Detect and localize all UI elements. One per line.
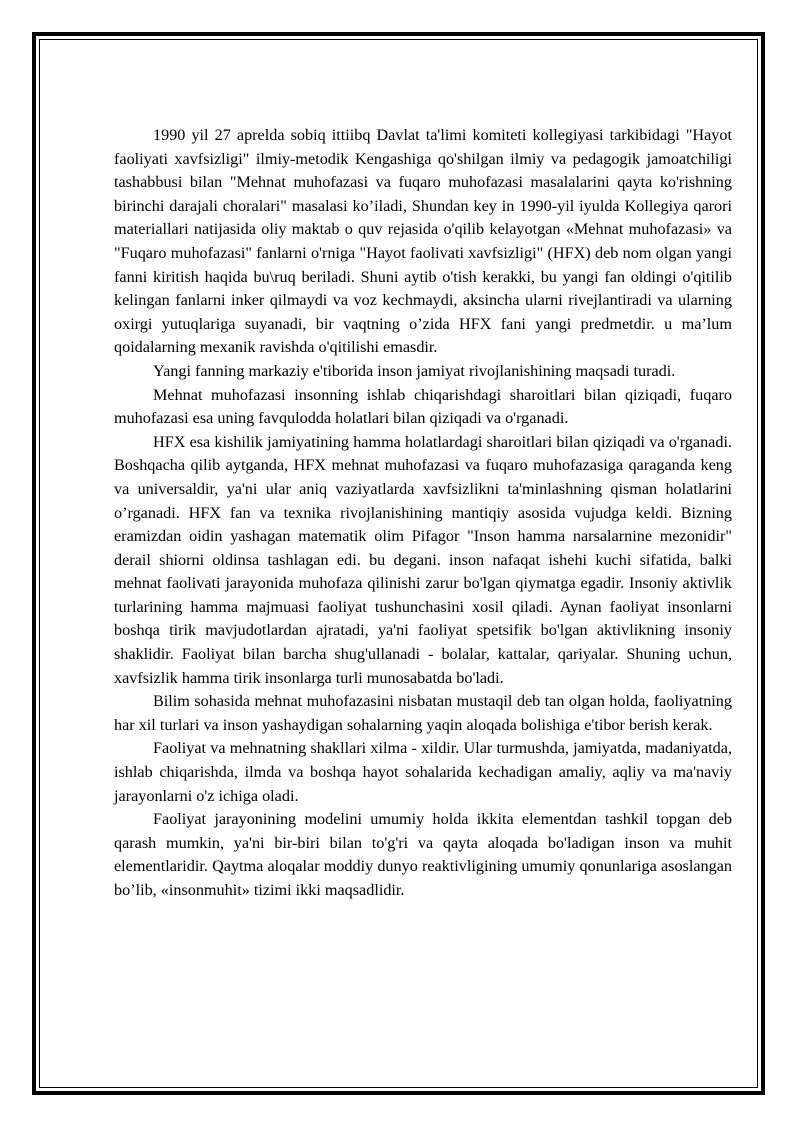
paragraph-6: Faoliyat va mehnatning shakllari xilma - xildir. Ular turmushda, jamiyatda, madaniyatda, ishlab chiqarishda, ilmda va boshqa hayot sohalarida kechadigan amaliy, aqliy va ma'naviy jarayonlarni o'z ichiga oladi.	[114, 739, 732, 805]
document-body	[114, 124, 732, 903]
paragraph-7: Faoliyat jarayonining modelini umumiy holda ikkita elementdan tashkil topgan deb qarash mumkin, ya'ni bir-biri bilan to'g'ri va qayta aloqada bo'ladigan inson va muhit elementlaridir. Qaytma aloqalar moddiy dunyo reaktivligining umumiy qonunlariga asoslangan bo’lib, «insonmuhit» tizimi ikki maqsadlidir.	[114, 810, 732, 899]
paragraph-4: HFX esa kishilik jamiyatining hamma holatlardagi sharoitlari bilan qiziqadi va o'rganadi. Boshqacha qilib aytganda, HFX mehnat muhofazasi va fuqaro muhofazasiga qaraganda keng va universaldir, ya'ni ular aniq vaziyatlarda xavfsizlikni ta'minlashning qisman holatlarini o’rganadi. HFX fan va texnika rivojlanishining mantiqiy asosida vujudga keldi. Bizning eramizdan oidin yashagan matematik olim Pifagor "Inson hamma narsalarnine mezonidir" derail shiorni oldinsa tashlagan edi. bu degani. inson nafaqat ishehi kuchi sifatida, balki mehnat faolivati jarayonida muhofaza qilinishi zarur bo'lgan qiymatga egadir. Insoniy aktivlik turlarining hamma majmuasi faoliyat tushunchasini xosil qiladi. Aynan faoliyat insonlarni boshqa tirik mavjudotlardan ajratadi, ya'ni faoliyat spetsifik bo'lgan aktivlikning insoniy shaklidir. Faoliyat bilan barcha shug'ullanadi - bolalar, kattalar, qariyalar. Shuning uchun, xavfsizlik hamma tirik insonlarga turli munosabatda bo'ladi.	[114, 432, 732, 687]
paragraph-2: Yangi fanning markaziy e'tiborida inson jamiyat rivojlanishining maqsadi turadi.	[153, 361, 676, 380]
paragraph-3: Mehnat muhofazasi insonning ishlab chiqarishdagi sharoitlari bilan qiziqadi, fuqaro muhofazasi esa uning favqulodda holatlari bilan qiziqadi va o'rganadi.	[114, 385, 732, 428]
paragraph-1: 1990 yil 27 aprelda sobiq ittiibq Davlat ta'limi komiteti kollegiyasi tarkibidagi "Hayot faoliyati xavfsizligi" ilmiy-metodik Kengashiga qo'shilgan ilmiy va pedagogik jamoatchiligi tashabbusi bilan "Mehnat muhofazasi va fuqaro muhofazasi masalalarini qayta ko'rishning birinchi darajali choralari" masalasi ko’iladi, Shundan key in 1990-yil iyulda Kollegiya qarori materiallari natijasida oliy maktab o quv rejasida o'qilib kelayotgan «Mehnat muhofazasi» va "Fuqaro muhofazasi" fanlarni o'rniga "Hayot faolivati xavfsizligi" (HFX) deb nom olgan yangi fanni kiritish haqida bu\ruq beriladi. Shuni aytib o'tish kerakki, bu yangi fan oldingi o'qitilib kelingan fanlarni inker qilmaydi va voz kechmaydi, aksincha ularni rivejlantiradi va ularning oxirgi yutuqlariga suyanadi, bir vaqtning o’zida HFX fani yangi predmetdir. u ma’lum qoidalarning mexanik ravishda o'qitilishi emasdir.	[114, 126, 732, 357]
paragraph-5: Bilim sohasida mehnat muhofazasini nisbatan mustaqil deb tan olgan holda, faoliyatning har xil turlari va inson yashaydigan sohalarning yaqin aloqada bolishiga e'tibor berish kerak.	[114, 692, 732, 734]
